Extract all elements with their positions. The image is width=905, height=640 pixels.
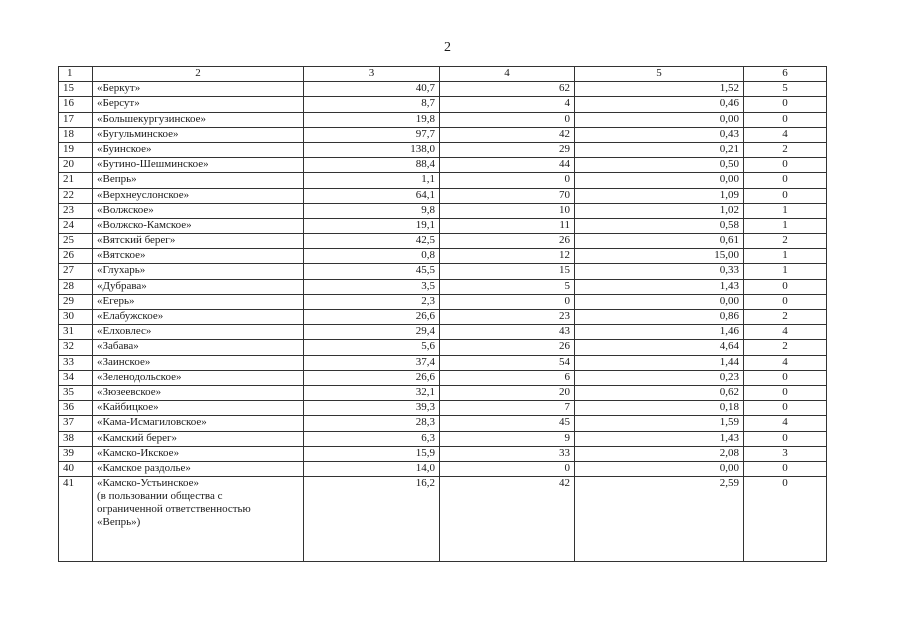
name-cell: «Волжско-Камское» (93, 218, 304, 233)
name-cell: «Дубрава» (93, 279, 304, 294)
name-cell: «Большекургузинское» (93, 112, 304, 127)
value-cell-3: 39,3 (304, 401, 440, 416)
page-number: 2 (444, 40, 451, 55)
value-cell-6: 1 (744, 203, 827, 218)
value-cell-6: 0 (744, 188, 827, 203)
value-cell-6: 4 (744, 416, 827, 431)
value-cell-5: 2,08 (575, 446, 744, 461)
value-cell-3: 64,1 (304, 188, 440, 203)
value-cell-3: 6,3 (304, 431, 440, 446)
value-cell-4: 0 (440, 461, 575, 476)
value-cell-4: 7 (440, 401, 575, 416)
column-header: 4 (440, 67, 575, 82)
table-row (59, 294, 827, 309)
value-cell-5: 1,52 (575, 82, 744, 97)
value-cell-3: 37,4 (304, 355, 440, 370)
value-cell-4: 11 (440, 218, 575, 233)
name-cell: «Бугульминское» (93, 127, 304, 142)
name-cell: «Камско-Икское» (93, 446, 304, 461)
row-number-cell: 18 (59, 127, 93, 142)
hunting-grounds-table (58, 66, 827, 562)
value-cell-6: 0 (744, 97, 827, 112)
table-row (59, 385, 827, 400)
row-number-cell: 37 (59, 416, 93, 431)
value-cell-5: 4,64 (575, 340, 744, 355)
value-cell-5: 0,18 (575, 401, 744, 416)
row-number-cell: 29 (59, 294, 93, 309)
table-row (59, 97, 827, 112)
value-cell-5: 0,00 (575, 173, 744, 188)
row-number-cell: 36 (59, 401, 93, 416)
value-cell-5: 15,00 (575, 249, 744, 264)
name-cell: «Вепрь» (93, 173, 304, 188)
value-cell-4: 23 (440, 310, 575, 325)
row-number-cell: 17 (59, 112, 93, 127)
name-note-line: ограниченной ответственностью (97, 503, 251, 516)
value-cell-4: 70 (440, 188, 575, 203)
name-cell: «Зюзеевское» (93, 385, 304, 400)
table-row (59, 249, 827, 264)
row-number-cell: 39 (59, 446, 93, 461)
table-row (59, 173, 827, 188)
value-cell-3: 5,6 (304, 340, 440, 355)
value-cell-6: 4 (744, 355, 827, 370)
row-number-cell: 30 (59, 310, 93, 325)
value-cell-4: 12 (440, 249, 575, 264)
column-header: 1 (59, 67, 93, 82)
row-number-cell: 27 (59, 264, 93, 279)
row-number-cell: 21 (59, 173, 93, 188)
value-cell-6: 0 (744, 385, 827, 400)
table-row (59, 340, 827, 355)
value-cell-5: 1,44 (575, 355, 744, 370)
value-cell-5: 0,43 (575, 127, 744, 142)
value-cell-4: 26 (440, 340, 575, 355)
value-cell-6: 1 (744, 249, 827, 264)
name-cell: «Камский берег» (93, 431, 304, 446)
value-cell-5: 1,09 (575, 188, 744, 203)
value-cell-5: 0,86 (575, 310, 744, 325)
value-cell-4: 42 (440, 477, 575, 562)
value-cell-4: 43 (440, 325, 575, 340)
value-cell-4: 6 (440, 370, 575, 385)
value-cell-6: 3 (744, 446, 827, 461)
name-cell: «Забава» (93, 340, 304, 355)
table-row (59, 431, 827, 446)
value-cell-6: 4 (744, 325, 827, 340)
row-number-cell: 20 (59, 158, 93, 173)
table-row (59, 416, 827, 431)
value-cell-4: 0 (440, 112, 575, 127)
value-cell-4: 33 (440, 446, 575, 461)
row-number-cell: 34 (59, 370, 93, 385)
value-cell-3: 26,6 (304, 370, 440, 385)
value-cell-5: 0,21 (575, 142, 744, 157)
table-row (59, 188, 827, 203)
table-row (59, 82, 827, 97)
row-number-cell: 15 (59, 82, 93, 97)
value-cell-3: 138,0 (304, 142, 440, 157)
value-cell-4: 0 (440, 294, 575, 309)
name-note-line: (в пользовании общества с (97, 490, 223, 503)
table-row (59, 310, 827, 325)
row-number-cell: 22 (59, 188, 93, 203)
name-cell: «Зеленодольское» (93, 370, 304, 385)
value-cell-3: 8,7 (304, 97, 440, 112)
row-number-cell: 35 (59, 385, 93, 400)
table-row (59, 446, 827, 461)
value-cell-4: 54 (440, 355, 575, 370)
name-cell: «Берсут» (93, 97, 304, 112)
table-row (59, 112, 827, 127)
value-cell-5: 0,00 (575, 294, 744, 309)
value-cell-4: 62 (440, 82, 575, 97)
value-cell-4: 29 (440, 142, 575, 157)
value-cell-6: 0 (744, 461, 827, 476)
column-header: 6 (744, 67, 827, 82)
value-cell-6: 0 (744, 370, 827, 385)
value-cell-3: 16,2 (304, 477, 440, 562)
column-number-row (59, 67, 827, 82)
table-row (59, 477, 827, 562)
value-cell-5: 0,50 (575, 158, 744, 173)
value-cell-5: 1,43 (575, 279, 744, 294)
name-cell: «Вятское» (93, 249, 304, 264)
row-number-cell: 24 (59, 218, 93, 233)
value-cell-6: 0 (744, 401, 827, 416)
row-number-cell: 38 (59, 431, 93, 446)
value-cell-4: 20 (440, 385, 575, 400)
value-cell-3: 0,8 (304, 249, 440, 264)
value-cell-3: 15,9 (304, 446, 440, 461)
value-cell-6: 5 (744, 82, 827, 97)
value-cell-5: 0,62 (575, 385, 744, 400)
name-cell: «Егерь» (93, 294, 304, 309)
value-cell-6: 0 (744, 112, 827, 127)
value-cell-4: 44 (440, 158, 575, 173)
row-number-cell: 16 (59, 97, 93, 112)
value-cell-6: 0 (744, 158, 827, 173)
column-header: 2 (93, 67, 304, 82)
value-cell-4: 4 (440, 97, 575, 112)
row-number-cell: 32 (59, 340, 93, 355)
row-number-cell: 25 (59, 234, 93, 249)
name-cell (93, 477, 304, 562)
value-cell-4: 45 (440, 416, 575, 431)
table-row (59, 264, 827, 279)
value-cell-3: 40,7 (304, 82, 440, 97)
table-row (59, 325, 827, 340)
value-cell-5: 1,59 (575, 416, 744, 431)
table-row (59, 142, 827, 157)
name-cell: «Елабужское» (93, 310, 304, 325)
row-number-cell: 28 (59, 279, 93, 294)
value-cell-4: 26 (440, 234, 575, 249)
value-cell-6: 0 (744, 173, 827, 188)
value-cell-3: 88,4 (304, 158, 440, 173)
value-cell-4: 10 (440, 203, 575, 218)
name-cell: «Волжское» (93, 203, 304, 218)
value-cell-5: 1,46 (575, 325, 744, 340)
row-number-cell: 33 (59, 355, 93, 370)
table-row (59, 370, 827, 385)
name-cell: «Кайбицкое» (93, 401, 304, 416)
value-cell-5: 1,02 (575, 203, 744, 218)
name-cell: «Елховлес» (93, 325, 304, 340)
name-cell: «Вятский берег» (93, 234, 304, 249)
value-cell-3: 26,6 (304, 310, 440, 325)
value-cell-6: 1 (744, 218, 827, 233)
name-text: «Камско-Устьинское» (97, 477, 199, 490)
name-note-line: «Вепрь») (97, 516, 141, 529)
table-row (59, 127, 827, 142)
value-cell-5: 0,00 (575, 461, 744, 476)
name-cell: «Заинское» (93, 355, 304, 370)
value-cell-3: 42,5 (304, 234, 440, 249)
column-header: 3 (304, 67, 440, 82)
name-cell: «Камское раздолье» (93, 461, 304, 476)
value-cell-3: 14,0 (304, 461, 440, 476)
table-row (59, 355, 827, 370)
value-cell-4: 42 (440, 127, 575, 142)
row-number-cell: 40 (59, 461, 93, 476)
value-cell-5: 0,33 (575, 264, 744, 279)
value-cell-5: 0,00 (575, 112, 744, 127)
value-cell-6: 2 (744, 340, 827, 355)
value-cell-3: 45,5 (304, 264, 440, 279)
value-cell-3: 97,7 (304, 127, 440, 142)
row-number-cell: 41 (59, 477, 93, 562)
value-cell-5: 2,59 (575, 477, 744, 562)
value-cell-3: 2,3 (304, 294, 440, 309)
name-cell: «Кама-Исмагиловское» (93, 416, 304, 431)
value-cell-3: 29,4 (304, 325, 440, 340)
row-number-cell: 23 (59, 203, 93, 218)
row-number-cell: 26 (59, 249, 93, 264)
value-cell-3: 3,5 (304, 279, 440, 294)
value-cell-3: 19,8 (304, 112, 440, 127)
row-number-cell: 19 (59, 142, 93, 157)
value-cell-5: 0,23 (575, 370, 744, 385)
table-row (59, 401, 827, 416)
value-cell-3: 32,1 (304, 385, 440, 400)
value-cell-3: 1,1 (304, 173, 440, 188)
value-cell-5: 0,58 (575, 218, 744, 233)
table-row (59, 203, 827, 218)
value-cell-4: 9 (440, 431, 575, 446)
value-cell-6: 0 (744, 477, 827, 562)
value-cell-6: 4 (744, 127, 827, 142)
value-cell-4: 5 (440, 279, 575, 294)
value-cell-5: 0,61 (575, 234, 744, 249)
value-cell-6: 0 (744, 294, 827, 309)
table-row (59, 461, 827, 476)
value-cell-4: 15 (440, 264, 575, 279)
value-cell-5: 0,46 (575, 97, 744, 112)
column-header: 5 (575, 67, 744, 82)
name-cell: «Бутино-Шешминское» (93, 158, 304, 173)
table-row (59, 279, 827, 294)
name-cell: «Глухарь» (93, 264, 304, 279)
value-cell-6: 0 (744, 431, 827, 446)
table-row (59, 234, 827, 249)
value-cell-6: 2 (744, 310, 827, 325)
table-row (59, 158, 827, 173)
value-cell-6: 1 (744, 264, 827, 279)
value-cell-4: 0 (440, 173, 575, 188)
table-row (59, 218, 827, 233)
value-cell-3: 19,1 (304, 218, 440, 233)
value-cell-6: 2 (744, 142, 827, 157)
name-cell: «Беркут» (93, 82, 304, 97)
row-number-cell: 31 (59, 325, 93, 340)
value-cell-5: 1,43 (575, 431, 744, 446)
value-cell-6: 2 (744, 234, 827, 249)
value-cell-6: 0 (744, 279, 827, 294)
name-cell: «Верхнеуслонское» (93, 188, 304, 203)
value-cell-3: 9,8 (304, 203, 440, 218)
name-cell: «Буинское» (93, 142, 304, 157)
value-cell-3: 28,3 (304, 416, 440, 431)
